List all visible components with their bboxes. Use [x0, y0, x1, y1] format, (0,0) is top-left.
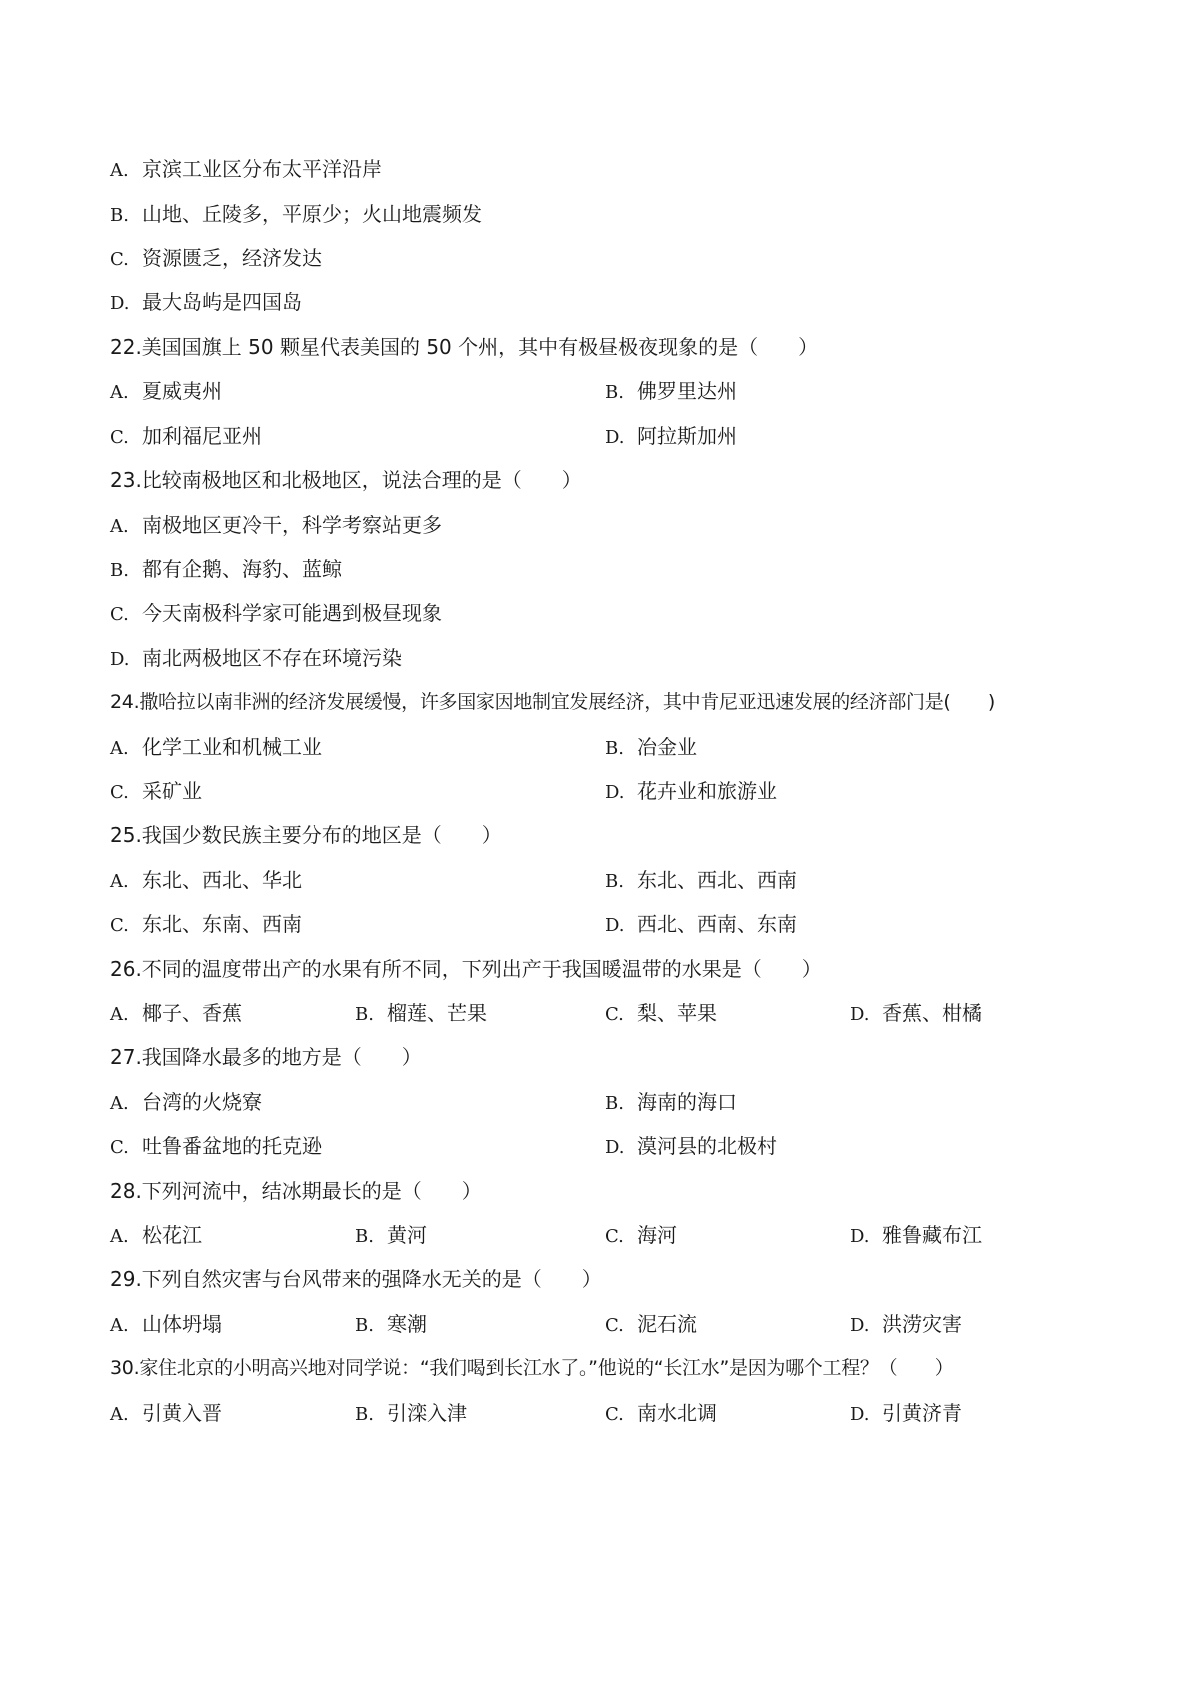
option-text: 海南的海口 [637, 1090, 737, 1114]
option-text: 东北、西北、西南 [637, 868, 797, 892]
option-text: 佛罗里达州 [637, 379, 737, 403]
option-letter: A. [110, 1315, 129, 1336]
q21-option-c [110, 242, 1110, 274]
option-letter: D. [110, 293, 130, 314]
option-letter: C. [605, 1226, 624, 1247]
option-text: 寒潮 [387, 1312, 427, 1336]
option-letter: A. [110, 1404, 129, 1425]
option-text: 吐鲁番盆地的托克逊 [142, 1134, 322, 1158]
option-text: 松花江 [142, 1223, 202, 1247]
option-letter: C. [110, 249, 129, 270]
q27-options-row1 [110, 1086, 1110, 1118]
option-text: 花卉业和旅游业 [637, 779, 777, 803]
option-letter: C. [605, 1404, 624, 1425]
q30-stem: 30.家住北京的小明高兴地对同学说：“我们喝到长江水了。”他说的“长江水”是因为哪个工程？（ ） [110, 1357, 954, 1379]
option-text: 加利福尼亚州 [142, 424, 262, 448]
q22-options-row2 [110, 420, 1110, 452]
option-letter: B. [355, 1226, 374, 1247]
option-letter: B. [605, 1093, 624, 1114]
option-letter: C. [110, 1137, 129, 1158]
q23-option-b [110, 553, 1110, 585]
q29-options-row [110, 1308, 1110, 1340]
q23-option-a [110, 509, 1110, 541]
option-letter: D. [605, 915, 625, 936]
q25-options-row1 [110, 864, 1110, 896]
option-text: 都有企鹅、海豹、蓝鲸 [142, 557, 342, 581]
option-letter: B. [110, 560, 129, 581]
q23-stem: 23.比较南极地区和北极地区，说法合理的是（ ） [110, 468, 582, 492]
option-letter: C. [110, 604, 129, 625]
option-text: 京滨工业区分布太平洋沿岸 [142, 157, 382, 181]
option-text: 南水北调 [637, 1401, 717, 1425]
option-letter: D. [605, 427, 625, 448]
q27-options-row2 [110, 1130, 1110, 1162]
q21-option-a [110, 153, 1110, 185]
option-letter: A. [110, 382, 129, 403]
option-letter: A. [110, 1004, 129, 1025]
option-text: 香蕉、柑橘 [882, 1001, 982, 1025]
option-text: 山地、丘陵多，平原少；火山地震频发 [142, 202, 482, 226]
option-text: 今天南极科学家可能遇到极昼现象 [142, 601, 442, 625]
option-text: 雅鲁藏布江 [882, 1223, 982, 1247]
q23-option-d [110, 642, 1110, 674]
option-text: 夏威夷州 [142, 379, 222, 403]
option-letter: C. [605, 1004, 624, 1025]
option-text: 漠河县的北极村 [637, 1134, 777, 1158]
q21-option-d [110, 286, 1110, 318]
option-letter: C. [605, 1315, 624, 1336]
option-text: 南北两极地区不存在环境污染 [142, 646, 402, 670]
option-text: 引滦入津 [387, 1401, 467, 1425]
option-text: 东北、东南、西南 [142, 912, 302, 936]
q22-stem: 22.美国国旗上 50 颗星代表美国的 50 个州，其中有极昼极夜现象的是（ ） [110, 335, 819, 359]
option-letter: C. [110, 427, 129, 448]
option-letter: D. [850, 1404, 870, 1425]
option-text: 西北、西南、东南 [637, 912, 797, 936]
option-text: 椰子、香蕉 [142, 1001, 242, 1025]
option-text: 南极地区更冷干，科学考察站更多 [142, 513, 442, 537]
option-text: 资源匮乏，经济发达 [142, 246, 322, 270]
q24-options-row1 [110, 731, 1110, 763]
q29-stem: 29.下列自然灾害与台风带来的强降水无关的是（ ） [110, 1267, 602, 1291]
option-letter: B. [605, 738, 624, 759]
option-letter: D. [850, 1004, 870, 1025]
option-text: 东北、西北、华北 [142, 868, 302, 892]
q28-stem: 28.下列河流中，结冰期最长的是（ ） [110, 1179, 482, 1203]
option-letter: A. [110, 738, 129, 759]
option-letter: D. [605, 782, 625, 803]
q28-options-row [110, 1219, 1110, 1251]
q30-options-row [110, 1397, 1110, 1429]
option-text: 引黄济青 [882, 1401, 962, 1425]
option-text: 黄河 [387, 1223, 427, 1247]
option-letter: D. [850, 1226, 870, 1247]
option-letter: D. [605, 1137, 625, 1158]
q25-stem: 25.我国少数民族主要分布的地区是（ ） [110, 823, 502, 847]
option-text: 山体坍塌 [142, 1312, 222, 1336]
option-text: 泥石流 [637, 1312, 697, 1336]
option-letter: B. [355, 1315, 374, 1336]
q24-options-row2 [110, 775, 1110, 807]
option-letter: D. [850, 1315, 870, 1336]
option-letter: C. [110, 782, 129, 803]
option-letter: C. [110, 915, 129, 936]
option-letter: A. [110, 1093, 129, 1114]
option-text: 阿拉斯加州 [637, 424, 737, 448]
q22-options-row1 [110, 375, 1110, 407]
q24-stem: 24.撒哈拉以南非洲的经济发展缓慢，许多国家因地制宜发展经济，其中肯尼亚迅速发展的经济部门是( ) [110, 691, 996, 713]
option-letter: B. [605, 871, 624, 892]
q27-stem: 27.我国降水最多的地方是（ ） [110, 1045, 422, 1069]
option-letter: B. [110, 205, 129, 226]
option-text: 冶金业 [637, 735, 697, 759]
option-letter: A. [110, 871, 129, 892]
option-text: 洪涝灾害 [882, 1312, 962, 1336]
option-text: 榴莲、芒果 [387, 1001, 487, 1025]
q23-option-c [110, 597, 1110, 629]
q21-option-b [110, 198, 1110, 230]
option-letter: B. [605, 382, 624, 403]
option-text: 台湾的火烧寮 [142, 1090, 262, 1114]
option-letter: B. [355, 1004, 374, 1025]
option-text: 海河 [637, 1223, 677, 1247]
option-text: 最大岛屿是四国岛 [142, 290, 302, 314]
option-text: 采矿业 [142, 779, 202, 803]
option-text: 梨、苹果 [637, 1001, 717, 1025]
option-letter: A. [110, 1226, 129, 1247]
option-text: 引黄入晋 [142, 1401, 222, 1425]
option-letter: A. [110, 516, 129, 537]
option-letter: B. [355, 1404, 374, 1425]
option-letter: D. [110, 649, 130, 670]
option-letter: A. [110, 160, 129, 181]
q26-options-row [110, 997, 1110, 1029]
q26-stem: 26.不同的温度带出产的水果有所不同，下列出产于我国暖温带的水果是（ ） [110, 957, 822, 981]
q25-options-row2 [110, 908, 1110, 940]
option-text: 化学工业和机械工业 [142, 735, 322, 759]
